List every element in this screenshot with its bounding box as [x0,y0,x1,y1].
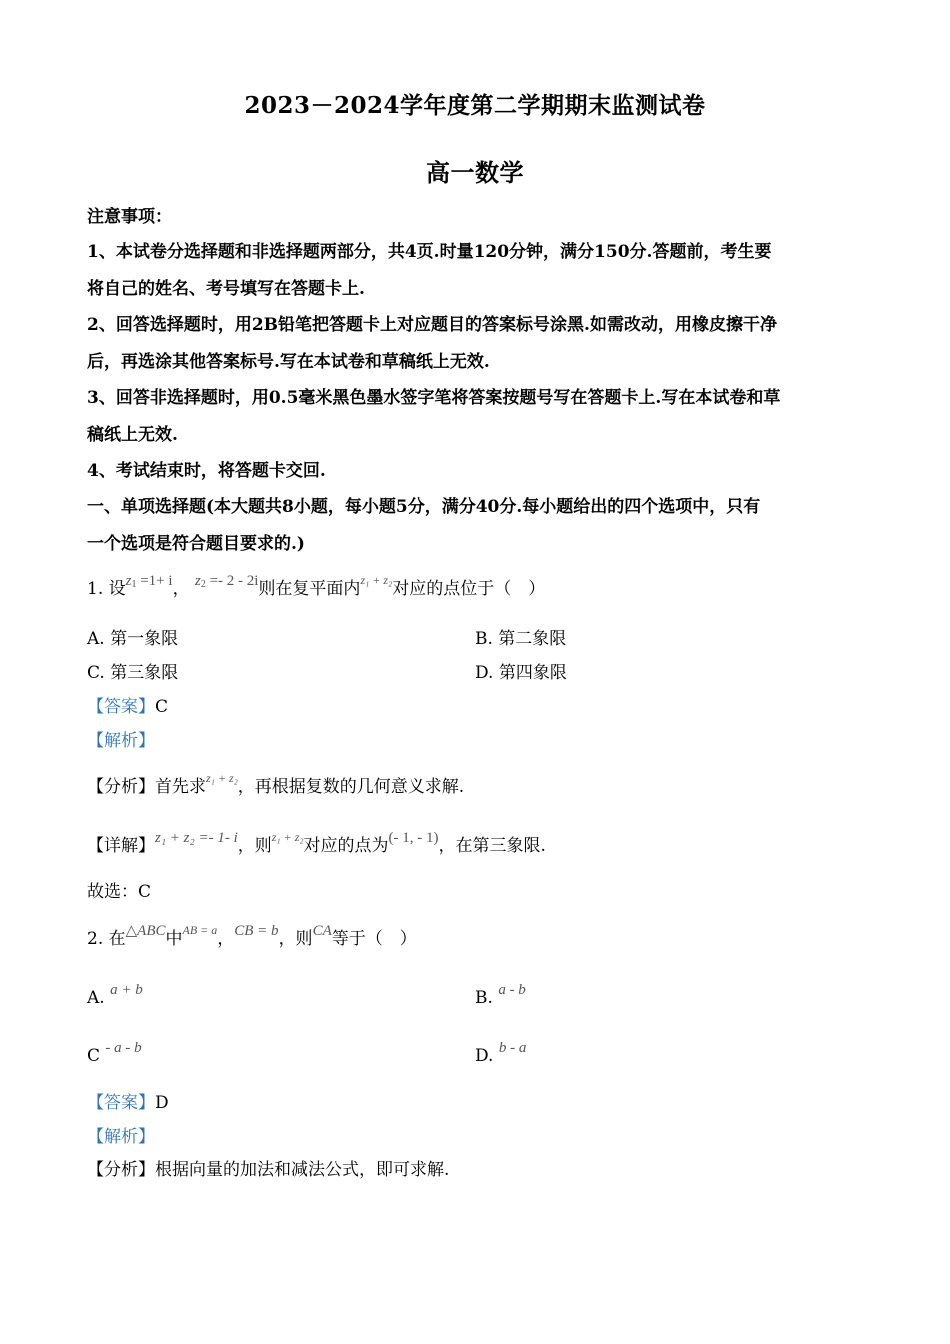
q1-detail-tag: 【详解】 [87,836,155,856]
q1-z2-sub: 2 [200,579,206,590]
q2-answer-tag: 【答案】 [87,1093,155,1113]
q1-answer-value: C [155,697,169,717]
q2-option-c-label: C [87,1046,101,1066]
q2-option-a-expr: a + b [110,982,143,998]
q2-option-d [475,1040,875,1069]
q1-fenxi-sum: z₁ + z₂ [206,771,238,785]
q1-option-c: C. 第三象限 [87,663,179,683]
q2-comma: ， [217,929,235,949]
question-2-stem [87,923,867,952]
q2-answer [87,1091,867,1115]
q2-option-d-label: D. [475,1046,494,1066]
q1-suffix: 对应的点位于（ ） [392,579,546,599]
notice-item-3: 3、回答非选择题时，用0.5毫米黑色墨水签字笔将答案按题号写在答题卡上.写在本试卷和草 [87,388,781,408]
exam-subject: 高一数学 [426,158,524,187]
q2-zhong: 中 [165,929,183,949]
q1-detail [87,830,867,859]
notice-item-2-cont: 后，再选涂其他答案标号.写在本试卷和草稿纸上无效. [87,352,490,372]
q2-suffix: 等于（ ） [331,929,417,949]
q1-option-b: B. 第二象限 [475,629,567,649]
q1-conclusion: 故选：C [87,882,152,902]
q1-z2 [195,573,258,589]
q1-middle: 则在复平面内 [258,579,361,599]
q2-fenxi-text: 根据向量的加法和减法公式，即可求解. [155,1160,450,1180]
section-heading-cont: 一个选项是符合题目要求的.) [87,534,305,554]
q2-prefix: 2. 在 [87,929,126,949]
q1-option-a: A. 第一象限 [87,629,179,649]
notice-item-4: 4、考试结束时，将答题卡交回. [87,461,326,481]
q1-fenxi [87,771,867,800]
q2-option-b-expr: a - b [498,982,526,998]
q2-option-c [87,1040,467,1069]
q2-option-a-label: A. [87,988,105,1008]
q2-fenxi [87,1158,867,1182]
q2-ze: ，则 [278,929,313,949]
q2-cb: CB = b [234,923,279,939]
q2-option-c-expr: - a - b [105,1040,142,1056]
q2-option-b [475,982,875,1011]
q1-answer [87,695,867,719]
q1-detail-post: ，在第三象限. [438,836,546,856]
notice-item-1: 1、本试卷分选择题和非选择题两部分，共4页.时量120分钟，满分150分.答题前，考生要 [87,242,772,262]
q1-comma: ， [172,579,190,599]
q2-option-d-expr: b - a [498,1040,527,1056]
q2-option-a [87,982,467,1011]
section-heading: 一、单项选择题(本大题共8小题，每小题5分，满分40分.每小题给出的四个选项中，只有 [87,497,761,517]
q2-ca: CA [312,923,332,939]
q2-answer-value: D [155,1093,169,1113]
q1-detail-point: (- 1, - 1) [388,830,439,846]
q1-detail-mid2: 对应的点为 [303,836,389,856]
q1-z1 [126,573,173,589]
q1-fenxi-tag: 【分析】 [87,777,155,797]
q1-z1-sub: 1 [131,579,137,590]
notice-heading: 注意事项： [87,207,172,227]
q2-option-b-label: B. [475,988,493,1008]
exam-title: 2023－2024学年度第二学期期末监测试卷 [244,92,706,119]
q1-z1-eq: =1+ i [136,573,173,589]
q1-z2-eq: =- 2 - 2i [205,573,259,589]
q1-prefix: 1. 设 [87,579,126,599]
q1-sum: z₁ + z₂ [360,573,393,587]
q1-z2-var: z [194,573,201,589]
q1-z1-var: z [125,573,132,589]
q2-fenxi-tag: 【分析】 [87,1160,155,1180]
q2-ab: AB = a [182,923,218,937]
q1-analysis-tag: 【解析】 [87,731,155,751]
question-1-stem [87,573,867,606]
q1-detail-sum: z₁ + z₂ [271,830,304,844]
notice-item-1-cont: 将自己的姓名、考号填写在答题卡上. [87,279,365,299]
q1-detail-eq: z₁ + z₂ =- 1- i [155,830,238,846]
q2-analysis-tag: 【解析】 [87,1127,155,1147]
q1-detail-mid: ，则 [237,836,272,856]
notice-item-3-cont: 稿纸上无效. [87,425,178,445]
q1-fenxi-pre: 首先求 [155,777,206,797]
notice-item-2: 2、回答选择题时，用2B铅笔把答题卡上对应题目的答案标号涂黑.如需改动，用橡皮擦干净 [87,315,777,335]
q2-triangle: △ABC [125,923,166,939]
q1-fenxi-post: ，再根据复数的几何意义求解. [237,777,465,797]
q1-option-d: D. 第四象限 [475,663,567,683]
q1-answer-tag: 【答案】 [87,697,155,717]
